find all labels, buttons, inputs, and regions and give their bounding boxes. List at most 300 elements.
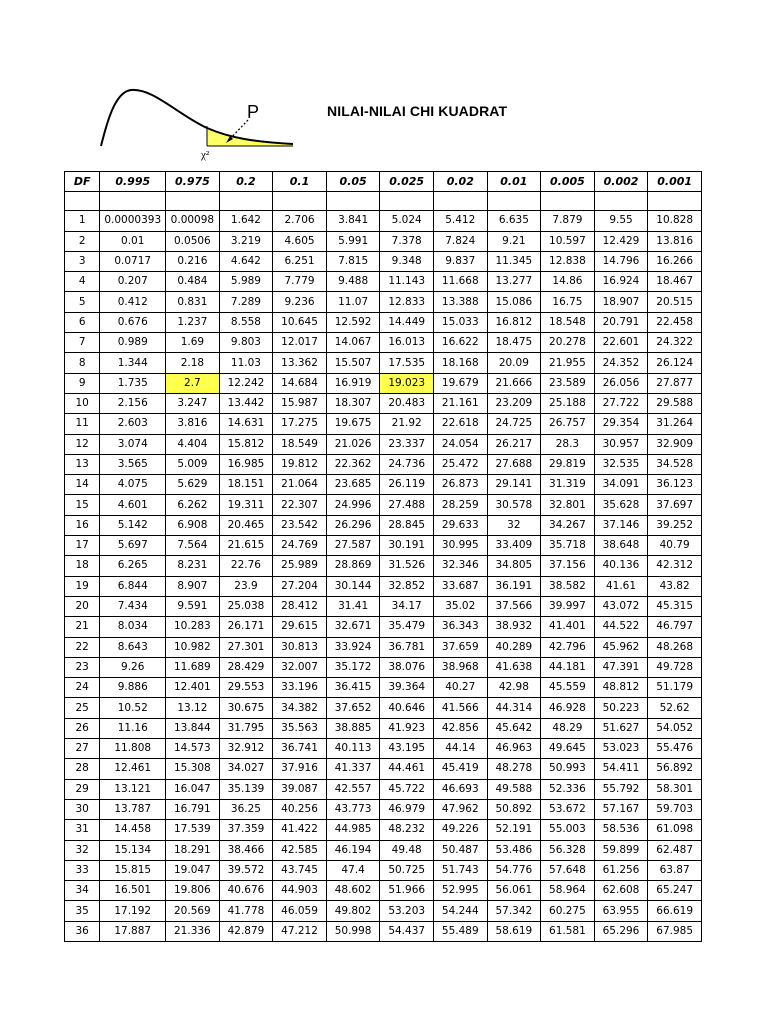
df-cell: 6: [65, 312, 100, 332]
value-cell: 57.167: [594, 799, 648, 819]
value-cell: 49.226: [433, 820, 487, 840]
df-cell: 18: [65, 556, 100, 576]
value-cell: 32.909: [648, 434, 702, 454]
value-cell: 11.345: [487, 251, 541, 271]
value-cell: 58.964: [541, 881, 595, 901]
table-row: [65, 779, 702, 799]
value-cell: 40.256: [273, 799, 327, 819]
value-cell: 3.816: [166, 414, 220, 434]
df-cell: 10: [65, 393, 100, 413]
value-cell: 21.336: [166, 921, 220, 941]
value-cell: 12.592: [326, 312, 380, 332]
table-row: [65, 921, 702, 941]
table-row: [65, 475, 702, 495]
value-cell: 24.769: [273, 536, 327, 556]
table-row: [65, 434, 702, 454]
value-cell: 40.646: [380, 698, 434, 718]
value-cell: 6.265: [100, 556, 166, 576]
empty-cell: [594, 192, 648, 211]
value-cell: 10.828: [648, 211, 702, 231]
value-cell: 46.928: [541, 698, 595, 718]
value-cell: 15.815: [100, 860, 166, 880]
value-cell: 23.9: [219, 576, 273, 596]
value-cell: 15.033: [433, 312, 487, 332]
value-cell: 37.652: [326, 698, 380, 718]
value-cell: 3.074: [100, 434, 166, 454]
table-row: [65, 454, 702, 474]
value-cell: 65.247: [648, 881, 702, 901]
value-cell: 36.343: [433, 617, 487, 637]
table-row: [65, 820, 702, 840]
value-cell: 38.885: [326, 718, 380, 738]
value-cell: 0.0717: [100, 251, 166, 271]
value-cell: 8.558: [219, 312, 273, 332]
value-cell: 41.337: [326, 759, 380, 779]
value-cell: 14.449: [380, 312, 434, 332]
value-cell: 59.703: [648, 799, 702, 819]
value-cell: 30.578: [487, 495, 541, 515]
value-cell: 23.542: [273, 515, 327, 535]
value-cell: 34.091: [594, 475, 648, 495]
value-cell: 6.635: [487, 211, 541, 231]
value-cell: 16.924: [594, 272, 648, 292]
value-cell: 20.569: [166, 901, 220, 921]
df-cell: 24: [65, 678, 100, 698]
value-cell: 19.311: [219, 495, 273, 515]
value-cell: 29.615: [273, 617, 327, 637]
value-cell: 20.791: [594, 312, 648, 332]
highlighted-value-cell: 2.7: [166, 373, 220, 393]
table-row: [65, 617, 702, 637]
value-cell: 2.706: [273, 211, 327, 231]
value-cell: 50.998: [326, 921, 380, 941]
value-cell: 46.797: [648, 617, 702, 637]
value-cell: 37.359: [219, 820, 273, 840]
value-cell: 44.985: [326, 820, 380, 840]
table-row: [65, 718, 702, 738]
column-header: DF: [65, 172, 100, 192]
value-cell: 33.687: [433, 576, 487, 596]
table-row: [65, 211, 702, 231]
value-cell: 35.139: [219, 779, 273, 799]
value-cell: 12.242: [219, 373, 273, 393]
value-cell: 53.203: [380, 901, 434, 921]
value-cell: 28.429: [219, 657, 273, 677]
value-cell: 13.844: [166, 718, 220, 738]
value-cell: 17.887: [100, 921, 166, 941]
value-cell: 2.603: [100, 414, 166, 434]
value-cell: 47.962: [433, 799, 487, 819]
value-cell: 41.778: [219, 901, 273, 921]
value-cell: 12.833: [380, 292, 434, 312]
value-cell: 52.336: [541, 779, 595, 799]
value-cell: 21.161: [433, 393, 487, 413]
value-cell: 16.75: [541, 292, 595, 312]
value-cell: 8.643: [100, 637, 166, 657]
df-cell: 21: [65, 617, 100, 637]
value-cell: 57.342: [487, 901, 541, 921]
value-cell: 53.486: [487, 840, 541, 860]
value-cell: 11.16: [100, 718, 166, 738]
value-cell: 21.615: [219, 536, 273, 556]
table-spacer-row: [65, 192, 702, 211]
value-cell: 34.528: [648, 454, 702, 474]
value-cell: 18.548: [541, 312, 595, 332]
df-cell: 36: [65, 921, 100, 941]
df-cell: 11: [65, 414, 100, 434]
value-cell: 0.831: [166, 292, 220, 312]
value-cell: 28.259: [433, 495, 487, 515]
df-cell: 13: [65, 454, 100, 474]
value-cell: 32.912: [219, 739, 273, 759]
df-cell: 4: [65, 272, 100, 292]
value-cell: 42.557: [326, 779, 380, 799]
value-cell: 24.054: [433, 434, 487, 454]
value-cell: 17.192: [100, 901, 166, 921]
value-cell: 20.278: [541, 333, 595, 353]
value-cell: 49.728: [648, 657, 702, 677]
df-cell: 30: [65, 799, 100, 819]
column-header: 0.995: [100, 172, 166, 192]
value-cell: 29.819: [541, 454, 595, 474]
value-cell: 12.017: [273, 333, 327, 353]
value-cell: 43.072: [594, 596, 648, 616]
value-cell: 18.475: [487, 333, 541, 353]
value-cell: 41.61: [594, 576, 648, 596]
table-row: [65, 860, 702, 880]
value-cell: 40.136: [594, 556, 648, 576]
value-cell: 33.196: [273, 678, 327, 698]
value-cell: 4.075: [100, 475, 166, 495]
value-cell: 32.346: [433, 556, 487, 576]
value-cell: 14.796: [594, 251, 648, 271]
value-cell: 34.17: [380, 596, 434, 616]
highlighted-value-cell: 19.023: [380, 373, 434, 393]
value-cell: 32.007: [273, 657, 327, 677]
value-cell: 41.566: [433, 698, 487, 718]
value-cell: 58.619: [487, 921, 541, 941]
value-cell: 21.026: [326, 434, 380, 454]
value-cell: 57.648: [541, 860, 595, 880]
value-cell: 36.741: [273, 739, 327, 759]
value-cell: 30.957: [594, 434, 648, 454]
value-cell: 62.487: [648, 840, 702, 860]
empty-cell: [219, 192, 273, 211]
value-cell: 22.618: [433, 414, 487, 434]
df-cell: 12: [65, 434, 100, 454]
value-cell: 58.536: [594, 820, 648, 840]
value-cell: 24.352: [594, 353, 648, 373]
value-cell: 15.086: [487, 292, 541, 312]
value-cell: 65.296: [594, 921, 648, 941]
value-cell: 25.989: [273, 556, 327, 576]
table-row: [65, 881, 702, 901]
df-cell: 16: [65, 515, 100, 535]
value-cell: 5.989: [219, 272, 273, 292]
value-cell: 9.591: [166, 596, 220, 616]
df-cell: 8: [65, 353, 100, 373]
df-cell: 27: [65, 739, 100, 759]
value-cell: 24.996: [326, 495, 380, 515]
df-cell: 28: [65, 759, 100, 779]
value-cell: 7.879: [541, 211, 595, 231]
table-row: [65, 556, 702, 576]
chi-square-curve-illustration: [95, 84, 300, 164]
value-cell: 36.781: [380, 637, 434, 657]
value-cell: 5.142: [100, 515, 166, 535]
value-cell: 13.362: [273, 353, 327, 373]
value-cell: 9.236: [273, 292, 327, 312]
value-cell: 28.3: [541, 434, 595, 454]
df-cell: 7: [65, 333, 100, 353]
value-cell: 30.191: [380, 536, 434, 556]
value-cell: 0.216: [166, 251, 220, 271]
value-cell: 29.141: [487, 475, 541, 495]
value-cell: 20.483: [380, 393, 434, 413]
value-cell: 49.802: [326, 901, 380, 921]
value-cell: 0.207: [100, 272, 166, 292]
value-cell: 21.064: [273, 475, 327, 495]
value-cell: 41.401: [541, 617, 595, 637]
value-cell: 8.907: [166, 576, 220, 596]
value-cell: 42.879: [219, 921, 273, 941]
value-cell: 3.247: [166, 393, 220, 413]
value-cell: 4.404: [166, 434, 220, 454]
value-cell: 39.364: [380, 678, 434, 698]
value-cell: 67.985: [648, 921, 702, 941]
value-cell: 35.479: [380, 617, 434, 637]
df-cell: 19: [65, 576, 100, 596]
value-cell: 56.892: [648, 759, 702, 779]
value-cell: 37.566: [487, 596, 541, 616]
value-cell: 30.675: [219, 698, 273, 718]
value-cell: 35.02: [433, 596, 487, 616]
table-row: [65, 678, 702, 698]
value-cell: 55.476: [648, 739, 702, 759]
value-cell: 35.172: [326, 657, 380, 677]
value-cell: 62.608: [594, 881, 648, 901]
value-cell: 34.805: [487, 556, 541, 576]
df-cell: 15: [65, 495, 100, 515]
value-cell: 52.191: [487, 820, 541, 840]
df-cell: 32: [65, 840, 100, 860]
value-cell: 5.009: [166, 454, 220, 474]
value-cell: 18.168: [433, 353, 487, 373]
value-cell: 9.886: [100, 678, 166, 698]
table-row: [65, 759, 702, 779]
value-cell: 16.266: [648, 251, 702, 271]
density-curve: [101, 90, 293, 146]
value-cell: 25.472: [433, 454, 487, 474]
table-row: [65, 353, 702, 373]
value-cell: 4.601: [100, 495, 166, 515]
value-cell: 11.808: [100, 739, 166, 759]
value-cell: 38.932: [487, 617, 541, 637]
value-cell: 61.581: [541, 921, 595, 941]
value-cell: 11.689: [166, 657, 220, 677]
value-cell: 26.757: [541, 414, 595, 434]
value-cell: 18.151: [219, 475, 273, 495]
value-cell: 31.319: [541, 475, 595, 495]
df-cell: 31: [65, 820, 100, 840]
table-row: [65, 576, 702, 596]
value-cell: 15.308: [166, 759, 220, 779]
value-cell: 12.461: [100, 759, 166, 779]
value-cell: 12.838: [541, 251, 595, 271]
value-cell: 29.588: [648, 393, 702, 413]
empty-cell: [273, 192, 327, 211]
value-cell: 2.18: [166, 353, 220, 373]
value-cell: 43.195: [380, 739, 434, 759]
value-cell: 17.539: [166, 820, 220, 840]
value-cell: 21.666: [487, 373, 541, 393]
column-header: 0.025: [380, 172, 434, 192]
value-cell: 37.659: [433, 637, 487, 657]
value-cell: 16.812: [487, 312, 541, 332]
value-cell: 9.488: [326, 272, 380, 292]
value-cell: 7.378: [380, 231, 434, 251]
value-cell: 61.098: [648, 820, 702, 840]
value-cell: 0.676: [100, 312, 166, 332]
value-cell: 54.437: [380, 921, 434, 941]
value-cell: 6.844: [100, 576, 166, 596]
table-row: [65, 393, 702, 413]
value-cell: 28.412: [273, 596, 327, 616]
value-cell: 0.484: [166, 272, 220, 292]
value-cell: 32.801: [541, 495, 595, 515]
table-row: [65, 840, 702, 860]
value-cell: 40.27: [433, 678, 487, 698]
column-header: 0.002: [594, 172, 648, 192]
value-cell: 46.693: [433, 779, 487, 799]
value-cell: 22.362: [326, 454, 380, 474]
value-cell: 44.903: [273, 881, 327, 901]
value-cell: 7.434: [100, 596, 166, 616]
value-cell: 32: [487, 515, 541, 535]
value-cell: 32.671: [326, 617, 380, 637]
value-cell: 55.003: [541, 820, 595, 840]
value-cell: 63.955: [594, 901, 648, 921]
value-cell: 1.344: [100, 353, 166, 373]
value-cell: 51.966: [380, 881, 434, 901]
table-row: [65, 657, 702, 677]
value-cell: 30.813: [273, 637, 327, 657]
value-cell: 19.806: [166, 881, 220, 901]
value-cell: 12.401: [166, 678, 220, 698]
df-cell: 5: [65, 292, 100, 312]
value-cell: 45.315: [648, 596, 702, 616]
table-row: [65, 292, 702, 312]
table-row: [65, 312, 702, 332]
value-cell: 36.415: [326, 678, 380, 698]
value-cell: 45.559: [541, 678, 595, 698]
table-row: [65, 231, 702, 251]
value-cell: 36.191: [487, 576, 541, 596]
value-cell: 37.697: [648, 495, 702, 515]
value-cell: 38.968: [433, 657, 487, 677]
value-cell: 51.627: [594, 718, 648, 738]
value-cell: 27.204: [273, 576, 327, 596]
value-cell: 54.411: [594, 759, 648, 779]
value-cell: 16.985: [219, 454, 273, 474]
value-cell: 3.841: [326, 211, 380, 231]
table-row: [65, 596, 702, 616]
value-cell: 37.146: [594, 515, 648, 535]
value-cell: 27.722: [594, 393, 648, 413]
value-cell: 48.232: [380, 820, 434, 840]
value-cell: 47.4: [326, 860, 380, 880]
value-cell: 11.143: [380, 272, 434, 292]
value-cell: 13.442: [219, 393, 273, 413]
value-cell: 60.275: [541, 901, 595, 921]
value-cell: 43.82: [648, 576, 702, 596]
value-cell: 37.156: [541, 556, 595, 576]
df-cell: 2: [65, 231, 100, 251]
value-cell: 14.573: [166, 739, 220, 759]
df-cell: 25: [65, 698, 100, 718]
df-cell: 9: [65, 373, 100, 393]
value-cell: 40.676: [219, 881, 273, 901]
value-cell: 43.745: [273, 860, 327, 880]
value-cell: 14.458: [100, 820, 166, 840]
value-cell: 0.0506: [166, 231, 220, 251]
value-cell: 40.289: [487, 637, 541, 657]
value-cell: 8.231: [166, 556, 220, 576]
value-cell: 47.391: [594, 657, 648, 677]
df-cell: 14: [65, 475, 100, 495]
value-cell: 15.987: [273, 393, 327, 413]
value-cell: 29.354: [594, 414, 648, 434]
value-cell: 33.924: [326, 637, 380, 657]
value-cell: 14.067: [326, 333, 380, 353]
value-cell: 7.824: [433, 231, 487, 251]
table-body: [65, 211, 702, 942]
curve-label-p: P: [247, 102, 260, 122]
value-cell: 26.171: [219, 617, 273, 637]
value-cell: 66.619: [648, 901, 702, 921]
value-cell: 28.869: [326, 556, 380, 576]
value-cell: 21.955: [541, 353, 595, 373]
value-cell: 10.645: [273, 312, 327, 332]
value-cell: 13.388: [433, 292, 487, 312]
value-cell: 38.582: [541, 576, 595, 596]
value-cell: 14.684: [273, 373, 327, 393]
value-cell: 27.488: [380, 495, 434, 515]
value-cell: 16.919: [326, 373, 380, 393]
column-header: 0.01: [487, 172, 541, 192]
value-cell: 23.685: [326, 475, 380, 495]
value-cell: 16.622: [433, 333, 487, 353]
value-cell: 3.565: [100, 454, 166, 474]
value-cell: 49.588: [487, 779, 541, 799]
value-cell: 45.642: [487, 718, 541, 738]
empty-cell: [326, 192, 380, 211]
value-cell: 50.892: [487, 799, 541, 819]
value-cell: 50.487: [433, 840, 487, 860]
value-cell: 24.322: [648, 333, 702, 353]
value-cell: 0.412: [100, 292, 166, 312]
value-cell: 26.124: [648, 353, 702, 373]
value-cell: 41.638: [487, 657, 541, 677]
value-cell: 63.87: [648, 860, 702, 880]
value-cell: 55.489: [433, 921, 487, 941]
value-cell: 18.549: [273, 434, 327, 454]
value-cell: 7.779: [273, 272, 327, 292]
value-cell: 15.812: [219, 434, 273, 454]
value-cell: 15.507: [326, 353, 380, 373]
value-cell: 11.07: [326, 292, 380, 312]
value-cell: 50.993: [541, 759, 595, 779]
